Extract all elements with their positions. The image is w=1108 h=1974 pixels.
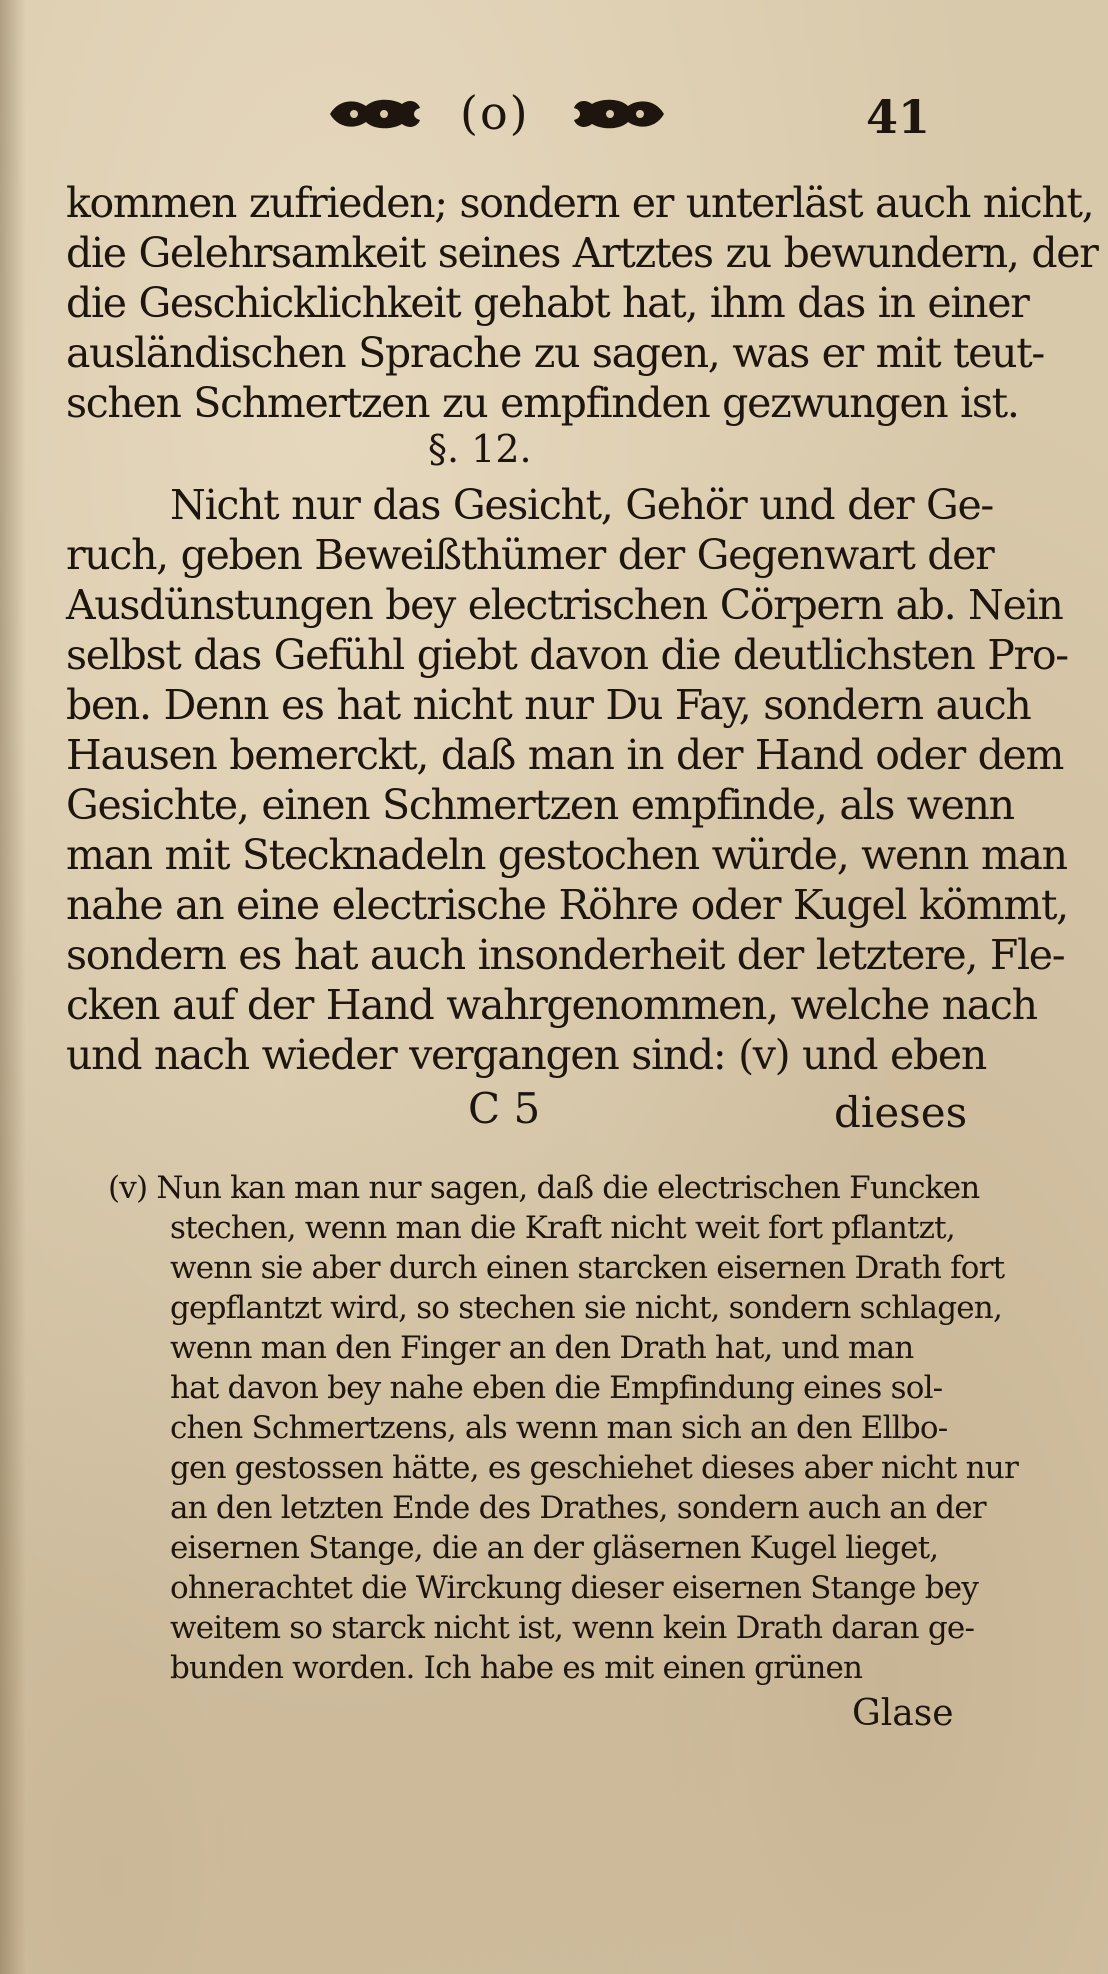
footnote-line: hat davon bey nahe eben die Empfindung eines sol-: [170, 1370, 943, 1406]
footnote-line: chen Schmertzens, als wenn man sich an den Ellbo-: [170, 1410, 948, 1446]
footnote-line: wenn man den Finger an den Drath hat, und man: [170, 1330, 914, 1366]
paragraph-first-line: Nicht nur das Gesicht, Gehör und der Ge-: [170, 481, 993, 529]
footnote-line: gen gestossen hätte, es geschiehet dieses aber nicht nur: [170, 1450, 1018, 1486]
body-line: ben. Denn es hat nicht nur Du Fay, sondern auch: [66, 681, 1031, 729]
body-line: Ausdünstungen bey electrischen Cörpern ab. Nein: [66, 581, 1063, 629]
body-line: und nach wieder vergangen sind: (v) und eben: [66, 1031, 986, 1079]
right-ornament-icon: [572, 94, 668, 134]
page-number: 41: [866, 90, 931, 144]
footnote-line: ohnerachtet die Wirckung dieser eisernen Stange bey: [170, 1570, 979, 1606]
catchword: dieses: [834, 1088, 968, 1137]
body-line: selbst das Gefühl giebt davon die deutlichsten Pro-: [66, 631, 1068, 679]
body-line: man mit Stecknadeln gestochen würde, wenn man: [66, 831, 1067, 879]
footnote-line: (v) Nun kan man nur sagen, daß die electrischen Funcken: [108, 1170, 980, 1206]
footnote-line: bunden worden. Ich habe es mit einen grünen: [170, 1650, 863, 1686]
section-heading: §. 12.: [428, 427, 532, 471]
body-line: cken auf der Hand wahrgenommen, welche nach: [66, 981, 1037, 1029]
signature-mark: C 5: [468, 1084, 541, 1133]
footnote-line: stechen, wenn man die Kraft nicht weit fort pflantzt,: [170, 1210, 955, 1246]
footnote-line: weitem so starck nicht ist, wenn kein Drath daran ge-: [170, 1610, 975, 1646]
body-line: die Geschicklichkeit gehabt hat, ihm das in einer: [66, 279, 1029, 327]
body-line: Gesichte, einen Schmertzen empfinde, als wenn: [66, 781, 1014, 829]
body-line: nahe an eine electrische Röhre oder Kugel kömmt,: [66, 881, 1068, 929]
body-line: Hausen bemerckt, daß man in der Hand oder dem: [66, 731, 1064, 779]
body-line: sondern es hat auch insonderheit der letztere, Fle-: [66, 931, 1065, 979]
header-marker: (o): [460, 86, 530, 140]
left-ornament-icon: [326, 94, 422, 134]
footnote-line: gepflantzt wird, so stechen sie nicht, sondern schlagen,: [170, 1290, 1003, 1326]
body-line: die Gelehrsamkeit seines Artztes zu bewundern, der: [66, 229, 1098, 277]
page-edge-shadow: [0, 0, 26, 1974]
body-line: kommen zufrieden; sondern er unterläst auch nicht,: [66, 179, 1094, 227]
footnote-line: wenn sie aber durch einen starcken eisernen Drath fort: [170, 1250, 1005, 1286]
footnote-line: an den letzten Ende des Drathes, sondern auch an der: [170, 1490, 986, 1526]
footnote-line: eisernen Stange, die an der gläsernen Kugel lieget,: [170, 1530, 939, 1566]
running-header: [0, 88, 1108, 148]
body-line: ruch, geben Beweißthümer der Gegenwart der: [66, 531, 994, 579]
body-line: ausländischen Sprache zu sagen, was er mit teut-: [66, 329, 1044, 377]
footnote-catchword: Glase: [852, 1693, 954, 1734]
body-line: schen Schmertzen zu empfinden gezwungen ist.: [66, 379, 1019, 427]
